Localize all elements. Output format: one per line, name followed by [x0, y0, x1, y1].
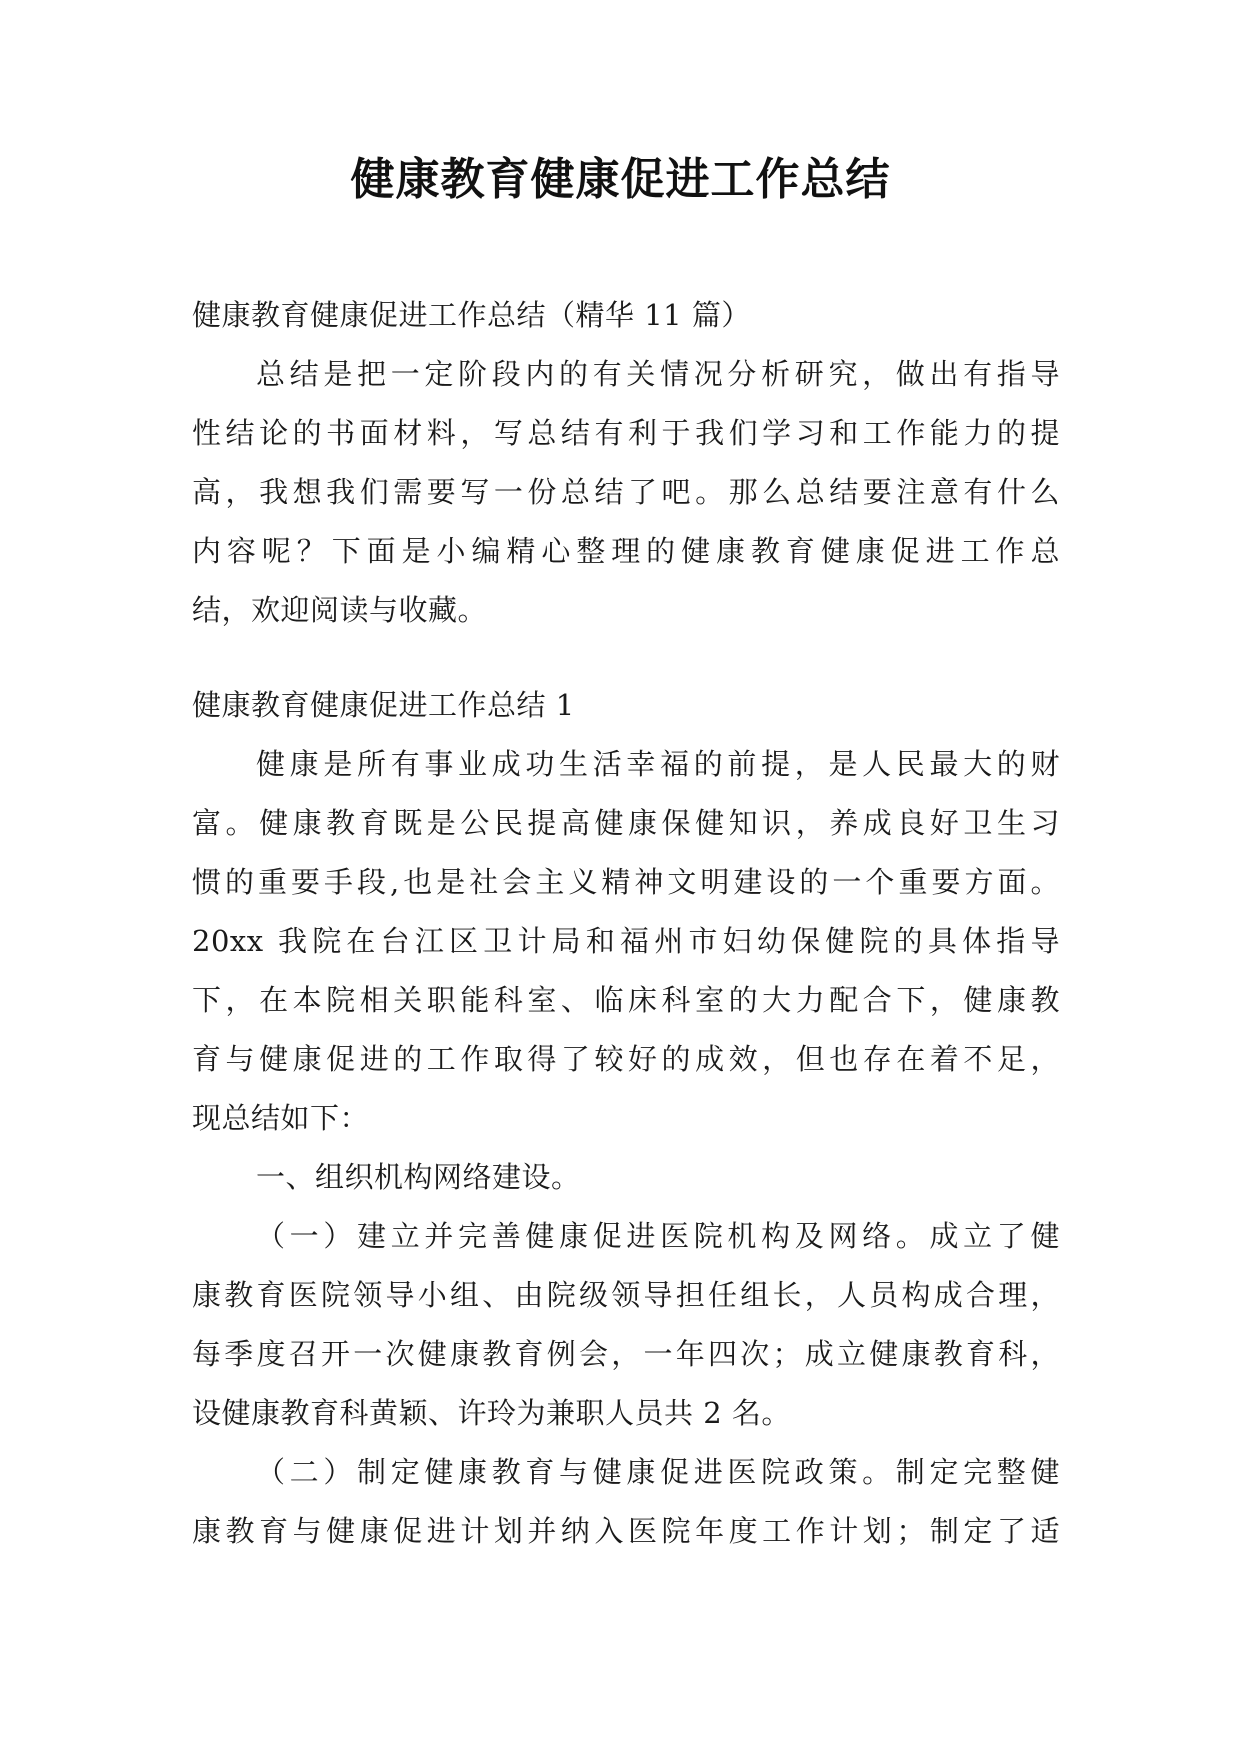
item-two-paragraph — [192, 1443, 1060, 1561]
item-two-line: 康教育与健康促进计划并纳入医院年度工作计划；制定了适 — [192, 1514, 1060, 1548]
section-paragraph — [192, 735, 1060, 1148]
document-body — [192, 286, 1060, 1561]
intro-line: 内容呢？下面是小编精心整理的健康教育健康促进工作总 — [192, 534, 1060, 568]
section-line: 20xx 我院在台江区卫计局和福州市妇幼保健院的具体指导 — [192, 924, 1060, 958]
item-one-line: （一）建立并完善健康促进医院机构及网络。成立了健 — [256, 1219, 1060, 1253]
section-line: 育与健康促进的工作取得了较好的成效，但也存在着不足， — [192, 1042, 1060, 1076]
heading-organization: 一、组织机构网络建设。 — [256, 1160, 581, 1194]
section-line: 富。健康教育既是公民提高健康保健知识，养成良好卫生习 — [192, 806, 1060, 840]
item-one-paragraph — [192, 1207, 1060, 1443]
section-line: 健康是所有事业成功生活幸福的前提，是人民最大的财 — [256, 747, 1060, 781]
intro-paragraph — [192, 345, 1060, 640]
document-subtitle: 健康教育健康促进工作总结（精华 11 篇） — [192, 298, 751, 332]
item-one-line: 康教育医院领导小组、由院级领导担任组长，人员构成合理， — [192, 1278, 1060, 1312]
item-one-line: 每季度召开一次健康教育例会，一年四次；成立健康教育科， — [192, 1337, 1060, 1371]
intro-line: 性结论的书面材料，写总结有利于我们学习和工作能力的提 — [192, 416, 1060, 450]
item-one-line: 设健康教育科黄颖、许玲为兼职人员共 2 名。 — [192, 1396, 791, 1430]
intro-line: 高，我想我们需要写一份总结了吧。那么总结要注意有什么 — [192, 475, 1060, 509]
section-line: 下，在本院相关职能科室、临床科室的大力配合下，健康教 — [192, 983, 1060, 1017]
section-line: 惯的重要手段,也是社会主义精神文明建设的一个重要方面。 — [192, 865, 1060, 899]
section-line: 现总结如下： — [192, 1101, 370, 1135]
document-title: 健康教育健康促进工作总结 — [350, 154, 891, 205]
intro-line: 结，欢迎阅读与收藏。 — [192, 593, 488, 627]
section-spacer — [192, 640, 1060, 676]
intro-line: 总结是把一定阶段内的有关情况分析研究，做出有指导 — [256, 357, 1060, 391]
item-two-line: （二）制定健康教育与健康促进医院政策。制定完整健 — [256, 1455, 1060, 1489]
section-heading: 健康教育健康促进工作总结 1 — [192, 688, 575, 722]
